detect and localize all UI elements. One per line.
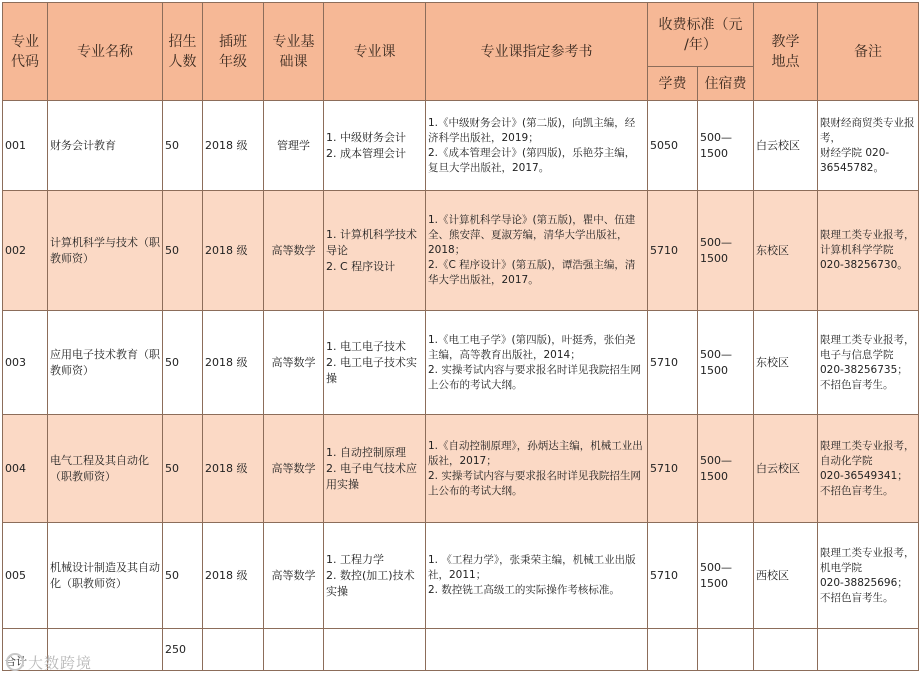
cell-name: 机械设计制造及其自动化（职教师资） <box>48 523 163 629</box>
cell-code: 002 <box>3 191 48 311</box>
cell-basic: 高等数学 <box>264 311 324 415</box>
cell-lodging: 500— 1500 <box>698 101 754 191</box>
cell-tuition: 5710 <box>648 191 698 311</box>
watermark <box>6 652 92 673</box>
cell-remark: 限理工类专业报考， 机电学院 020-38825696； 不招色盲考生。 <box>818 523 919 629</box>
cell-name: 计算机科学与技术（职教师资） <box>48 191 163 311</box>
total-empty <box>754 629 818 671</box>
cell-major: 1. 中级财务会计 2. 成本管理会计 <box>324 101 426 191</box>
cell-major: 1. 电工电子技术 2. 电工电子技术实操 <box>324 311 426 415</box>
header-code: 专业 代码 <box>3 3 48 101</box>
cell-basic: 管理学 <box>264 101 324 191</box>
total-empty <box>264 629 324 671</box>
cell-campus: 白云校区 <box>754 101 818 191</box>
table-row <box>3 523 919 629</box>
cell-remark: 限理工类专业报考， 电子与信息学院 020-38256735； 不招色盲考生。 <box>818 311 919 415</box>
cell-name: 财务会计教育 <box>48 101 163 191</box>
total-empty <box>648 629 698 671</box>
table-row <box>3 101 919 191</box>
total-empty <box>324 629 426 671</box>
cell-enroll: 50 <box>163 311 203 415</box>
total-label: 合计 <box>3 629 48 671</box>
cell-code: 004 <box>3 415 48 523</box>
header-major: 专业课 <box>324 3 426 101</box>
table-row <box>3 415 919 523</box>
cell-basic: 高等数学 <box>264 191 324 311</box>
cell-code: 003 <box>3 311 48 415</box>
header-campus: 教学 地点 <box>754 3 818 101</box>
cell-lodging: 500— 1500 <box>698 191 754 311</box>
header-basic: 专业基 础课 <box>264 3 324 101</box>
cell-tuition: 5710 <box>648 311 698 415</box>
cell-lodging: 500— 1500 <box>698 523 754 629</box>
header-grade: 插班 年级 <box>203 3 264 101</box>
total-empty <box>426 629 648 671</box>
cell-remark: 限财经商贸类专业报考， 财经学院 020-36545782。 <box>818 101 919 191</box>
cell-campus: 东校区 <box>754 191 818 311</box>
cell-code: 005 <box>3 523 48 629</box>
cell-grade: 2018 级 <box>203 415 264 523</box>
header-lodging: 住宿费 <box>698 67 754 101</box>
cell-tuition: 5050 <box>648 101 698 191</box>
cell-remark: 限理工类专业报考， 计算机科学学院 020-38256730。 <box>818 191 919 311</box>
watermark-logo-icon <box>6 653 24 671</box>
cell-books: 1.《计算机科学导论》(第五版)，瞿中、伍建全、熊安萍、夏淑芳编，清华大学出版社，2018； 2.《C 程序设计》(第五版)，谭浩强主编，清华大学出版社，2017。 <box>426 191 648 311</box>
cell-enroll: 50 <box>163 191 203 311</box>
cell-grade: 2018 级 <box>203 523 264 629</box>
total-empty <box>698 629 754 671</box>
cell-lodging: 500— 1500 <box>698 311 754 415</box>
cell-basic: 高等数学 <box>264 415 324 523</box>
total-empty <box>818 629 919 671</box>
cell-basic: 高等数学 <box>264 523 324 629</box>
total-enroll: 250 <box>163 629 203 671</box>
cell-major: 1. 自动控制原理 2. 电子电气技术应用实操 <box>324 415 426 523</box>
cell-tuition: 5710 <box>648 415 698 523</box>
cell-major: 1. 工程力学 2. 数控(加工)技术实操 <box>324 523 426 629</box>
cell-lodging: 500— 1500 <box>698 415 754 523</box>
cell-tuition: 5710 <box>648 523 698 629</box>
cell-books: 1.《电工电子学》(第四版)，叶挺秀，张伯尧主编，高等教育出版社，2014； 2. 实操考试内容与要求报名时详见我院招生网上公布的考试大纲。 <box>426 311 648 415</box>
cell-grade: 2018 级 <box>203 101 264 191</box>
header-remark: 备注 <box>818 3 919 101</box>
total-empty <box>203 629 264 671</box>
cell-campus: 东校区 <box>754 311 818 415</box>
cell-name: 电气工程及其自动化（职教师资） <box>48 415 163 523</box>
table-row <box>3 191 919 311</box>
cell-campus: 西校区 <box>754 523 818 629</box>
cell-name: 应用电子技术教育（职教师资） <box>48 311 163 415</box>
cell-remark: 限理工类专业报考， 自动化学院 020-36549341； 不招色盲考生。 <box>818 415 919 523</box>
table-row <box>3 311 919 415</box>
cell-code: 001 <box>3 101 48 191</box>
cell-enroll: 50 <box>163 415 203 523</box>
cell-books: 1.《中级财务会计》(第二版)，向凯主编，经济科学出版社，2019； 2.《成本管理会计》(第四版)，乐艳芬主编，复旦大学出版社，2017。 <box>426 101 648 191</box>
header-books: 专业课指定参考书 <box>426 3 648 101</box>
watermark-text: 大数跨境 <box>28 654 93 672</box>
cell-books: 1. 《工程力学》，张秉荣主编，机械工业出版社，2011； 2. 数控铣工高级工的实际操作考核标准。 <box>426 523 648 629</box>
total-row <box>3 629 919 671</box>
cell-enroll: 50 <box>163 523 203 629</box>
admission-table <box>2 2 919 671</box>
cell-campus: 白云校区 <box>754 415 818 523</box>
cell-grade: 2018 级 <box>203 191 264 311</box>
header-name: 专业名称 <box>48 3 163 101</box>
cell-books: 1.《自动控制原理》，孙炳达主编，机械工业出版社，2017； 2. 实操考试内容与要求报名时详见我院招生网上公布的考试大纲。 <box>426 415 648 523</box>
cell-grade: 2018 级 <box>203 311 264 415</box>
cell-enroll: 50 <box>163 101 203 191</box>
header-tuition: 学费 <box>648 67 698 101</box>
header-fee: 收费标准（元 /年） <box>648 3 754 67</box>
cell-major: 1. 计算机科学技术导论 2. C 程序设计 <box>324 191 426 311</box>
header-enroll: 招生 人数 <box>163 3 203 101</box>
